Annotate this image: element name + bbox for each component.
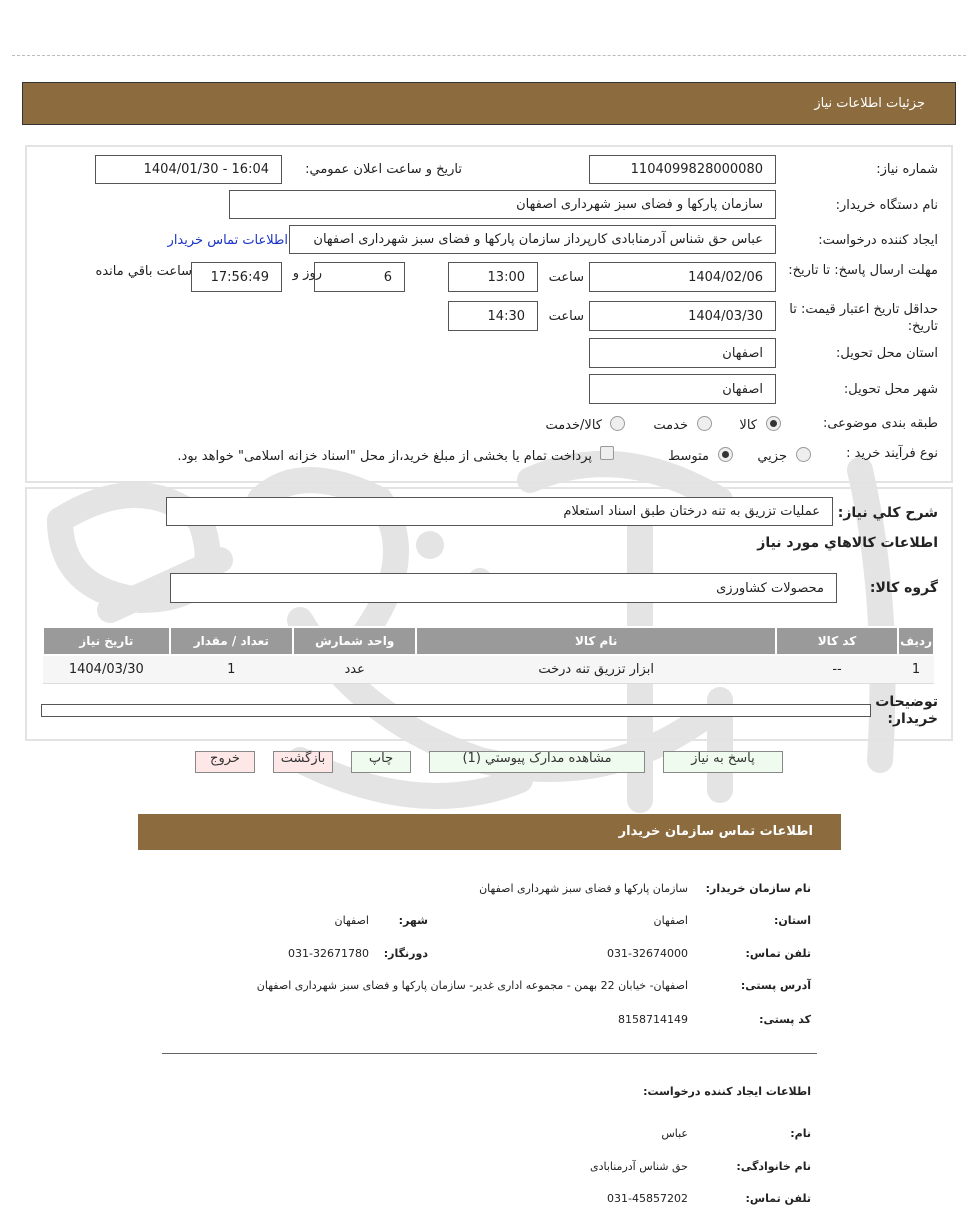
cell-goods-name: ابزار تزريق تنه درخت — [416, 655, 775, 683]
creator-family-value: حق شناس آدرمنابادی — [589, 1160, 688, 1173]
col-goods-name: نام کالا — [416, 627, 775, 655]
deadline-time-field: 13:00 — [448, 262, 538, 292]
contact-section-title: اطلاعات تماس سازمان خريدار — [618, 824, 813, 839]
need-number-field: 1104099828000080 — [589, 155, 776, 184]
goods-group-field: محصولات کشاورزی — [170, 573, 837, 603]
need-number-label: شماره نياز: — [876, 162, 938, 177]
summary-label: شرح کلي نياز: — [837, 505, 938, 521]
contact-org-label: نام سازمان خريدار: — [705, 882, 811, 895]
creator-field: عباس حق شناس آدرمنابادی کارپرداز سازمان پارکها و فضای سبز شهرداری اصفهان — [289, 225, 776, 254]
remaining-suffix: ساعت باقي مانده — [95, 264, 192, 279]
validity-time-field: 14:30 — [448, 301, 538, 331]
contact-phone-label: تلفن تماس: — [745, 947, 811, 960]
table-header-row — [43, 627, 934, 655]
table-row — [43, 655, 934, 683]
col-need-date: تاريخ نياز — [43, 627, 170, 655]
page-title: جزئيات اطلاعات نياز — [814, 96, 925, 111]
contact-province-value: اصفهان — [653, 914, 688, 927]
contact-address-value: اصفهان- خیابان 22 بهمن - مجموعه اداری غدیر- سازمان پارکها و فضای سبز شهرداری اصفهان — [256, 979, 688, 992]
cell-quantity: 1 — [170, 655, 293, 683]
contact-address-label: آدرس پستی: — [740, 979, 811, 992]
validity-time-word: ساعت — [548, 309, 584, 324]
col-unit: واحد شمارش — [293, 627, 416, 655]
process-medium-label: متوسط — [668, 449, 709, 464]
attachments-button[interactable]: مشاهده مدارک پيوستي (1) — [429, 751, 645, 773]
contact-fax-label: دورنگار: — [383, 947, 428, 960]
creator-info-title: اطلاعات ايجاد کننده درخواست: — [643, 1085, 811, 1098]
days-field: 6 — [314, 262, 405, 292]
col-quantity: تعداد / مقدار — [170, 627, 293, 655]
treasury-note: پرداخت تمام يا بخشی از مبلغ خريد،از محل "اسناد خزانه اسلامی" خواهد بود. — [177, 449, 592, 464]
validity-date-field: 1404/03/30 — [589, 301, 776, 331]
category-both-label: کالا/خدمت — [545, 418, 602, 433]
cell-unit: عدد — [293, 655, 416, 683]
contact-postal-value: 8158714149 — [618, 1013, 688, 1026]
category-service-radio[interactable] — [697, 416, 712, 431]
deadline-label: مهلت ارسال پاسخ: تا تاريخ: — [788, 263, 938, 278]
cell-row-number: 1 — [898, 655, 934, 683]
process-medium-radio[interactable] — [718, 447, 733, 462]
creator-phone-label: تلفن تماس: — [745, 1192, 811, 1205]
remaining-time-field: 17:56:49 — [191, 262, 282, 292]
summary-field: عمليات تزريق به تنه درختان طبق اسناد استعلام — [166, 497, 833, 526]
process-partial-radio[interactable] — [796, 447, 811, 462]
cell-need-date: 1404/03/30 — [43, 655, 170, 683]
province-label: استان محل تحويل: — [836, 346, 938, 361]
col-goods-code: کد کالا — [776, 627, 898, 655]
contact-section-bar — [138, 814, 841, 850]
creator-name-value: عباس — [661, 1127, 688, 1140]
creator-label: ايجاد کننده درخواست: — [818, 233, 938, 248]
reply-button[interactable]: پاسخ به نياز — [663, 751, 783, 773]
buyer-contact-link[interactable]: اطلاعات تماس خريدار — [167, 233, 288, 248]
contact-org-value: سازمان پارکها و فضای سبز شهرداری اصفهان — [479, 882, 688, 895]
back-button[interactable]: بازگشت — [273, 751, 333, 773]
creator-name-label: نام: — [790, 1127, 811, 1140]
category-service-label: خدمت — [653, 418, 688, 433]
announce-field: 1404/01/30 - 16:04 — [95, 155, 282, 184]
contact-province-label: استان: — [774, 914, 811, 927]
contact-postal-label: کد پستی: — [759, 1013, 811, 1026]
category-goods-label: کالا — [739, 418, 757, 433]
print-button[interactable]: چاپ — [351, 751, 411, 773]
days-suffix: روز و — [292, 266, 322, 281]
creator-phone-value: 031-45857202 — [607, 1192, 688, 1205]
contact-fax-value: 031-32671780 — [288, 947, 369, 960]
process-label: نوع فرآيند خريد : — [846, 446, 938, 461]
city-field: اصفهان — [589, 374, 776, 404]
contact-city-label: شهر: — [398, 914, 428, 927]
treasury-checkbox[interactable] — [600, 446, 614, 460]
page-header-bar — [22, 82, 956, 125]
buyer-org-field: سازمان پارکها و فضای سبز شهرداری اصفهان — [229, 190, 776, 219]
province-field: اصفهان — [589, 338, 776, 368]
category-both-radio[interactable] — [610, 416, 625, 431]
buyer-org-label: نام دستگاه خريدار: — [835, 198, 938, 213]
deadline-date-field: 1404/02/06 — [589, 262, 776, 292]
top-dotted-divider — [12, 55, 966, 56]
col-row-number: رديف — [898, 627, 934, 655]
cell-goods-code: -- — [776, 655, 898, 683]
contact-phone-value: 031-32674000 — [607, 947, 688, 960]
goods-table — [42, 626, 935, 684]
announce-label: تاريخ و ساعت اعلان عمومي: — [305, 162, 462, 177]
deadline-time-word: ساعت — [548, 270, 584, 285]
category-label: طبقه بندی موضوعی: — [822, 416, 938, 431]
city-label: شهر محل تحويل: — [843, 382, 938, 397]
category-goods-radio[interactable] — [766, 416, 781, 431]
exit-button[interactable]: خروج — [195, 751, 255, 773]
goods-info-title: اطلاعات کالاهاي مورد نياز — [757, 535, 938, 551]
contact-city-value: اصفهان — [334, 914, 369, 927]
creator-family-label: نام خانوادگی: — [736, 1160, 811, 1173]
process-partial-label: جزيي — [757, 449, 787, 464]
goods-group-label: گروه کالا: — [869, 580, 938, 596]
buyer-notes-field — [41, 704, 871, 717]
contact-divider — [162, 1053, 817, 1054]
buyer-notes-label: توضيحات خريدار: — [875, 694, 938, 727]
validity-label: حداقل تاريخ اعتبار قيمت: تا تاريخ: — [789, 302, 938, 334]
